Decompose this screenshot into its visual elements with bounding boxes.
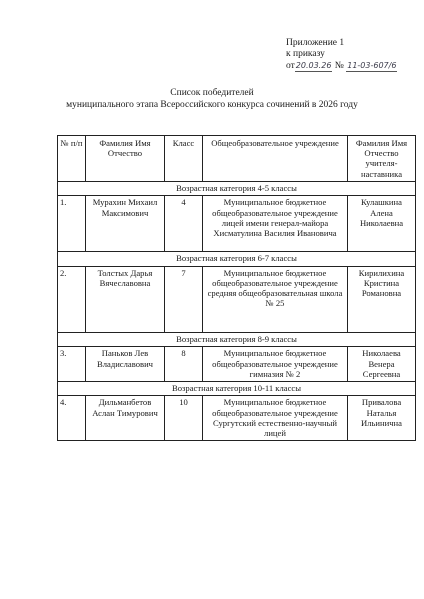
- appendix-title: Приложение 1: [286, 38, 345, 48]
- cell-class: 7: [165, 266, 203, 332]
- appendix-block: [286, 38, 397, 72]
- cell-class: 8: [165, 347, 203, 382]
- cell-teacher: Кирилихина Кристина Романовна: [348, 266, 416, 332]
- table-header-row: [58, 136, 416, 182]
- category-label: Возрастная категория 8-9 классы: [58, 332, 416, 347]
- category-row: [58, 381, 416, 396]
- cell-teacher: Кулашкина Алена Николаевна: [348, 196, 416, 252]
- cell-school: Муниципальное бюджетное общеобразовательное учреждение Сургутский естественно-научный лицей: [203, 396, 348, 441]
- cell-school: Муниципальное бюджетное общеобразовательное учреждение средняя общеобразовательная школа № 25: [203, 266, 348, 332]
- table-row: [58, 266, 416, 332]
- appendix-date-line: [286, 60, 397, 72]
- category-row: [58, 252, 416, 267]
- number-label: №: [334, 61, 344, 71]
- cell-teacher: Николаева Венера Сергеевна: [348, 347, 416, 382]
- title-line-1: Список победителей: [170, 88, 254, 98]
- from-label: от: [286, 61, 295, 71]
- category-row: [58, 332, 416, 347]
- category-label: Возрастная категория 4-5 классы: [58, 181, 416, 196]
- header-num: № п/п: [58, 136, 86, 182]
- cell-name: Дильманбетов Аслан Тимурович: [86, 396, 165, 441]
- category-row: [58, 181, 416, 196]
- table-row: [58, 196, 416, 252]
- document-title: [0, 88, 424, 111]
- order-number: 11-03-607/6: [347, 61, 397, 70]
- cell-school: Муниципальное бюджетное общеобразовательное учреждение лицей имени генерал-майора Хисматулина Василия Ивановича: [203, 196, 348, 252]
- cell-num: 3.: [58, 347, 86, 382]
- category-label: Возрастная категория 10-11 классы: [58, 381, 416, 396]
- appendix-order-label: к приказу: [286, 49, 325, 59]
- table-row: [58, 396, 416, 441]
- table-row: [58, 347, 416, 382]
- header-class: Класс: [165, 136, 203, 182]
- category-label: Возрастная категория 6-7 классы: [58, 252, 416, 267]
- cell-num: 2.: [58, 266, 86, 332]
- title-line-2: муниципального этапа Всероссийского конкурса сочинений в 2026 году: [66, 99, 358, 110]
- cell-num: 1.: [58, 196, 86, 252]
- cell-class: 4: [165, 196, 203, 252]
- header-name: Фамилия Имя Отчество: [86, 136, 165, 182]
- order-date: 20.03.26: [295, 61, 332, 70]
- winners-table: [57, 135, 416, 441]
- header-school: Общеобразовательное учреждение: [203, 136, 348, 182]
- cell-class: 10: [165, 396, 203, 441]
- cell-school: Муниципальное бюджетное общеобразовательное учреждение гимназия № 2: [203, 347, 348, 382]
- cell-name: Мурахин Михаил Максимович: [86, 196, 165, 252]
- cell-name: Толстых Дарья Вячеславовна: [86, 266, 165, 332]
- cell-num: 4.: [58, 396, 86, 441]
- cell-teacher: Привалова Наталья Ильинична: [348, 396, 416, 441]
- cell-name: Паньков Лев Владиславович: [86, 347, 165, 382]
- header-teacher: Фамилия Имя Отчество учителя-наставника: [348, 136, 416, 182]
